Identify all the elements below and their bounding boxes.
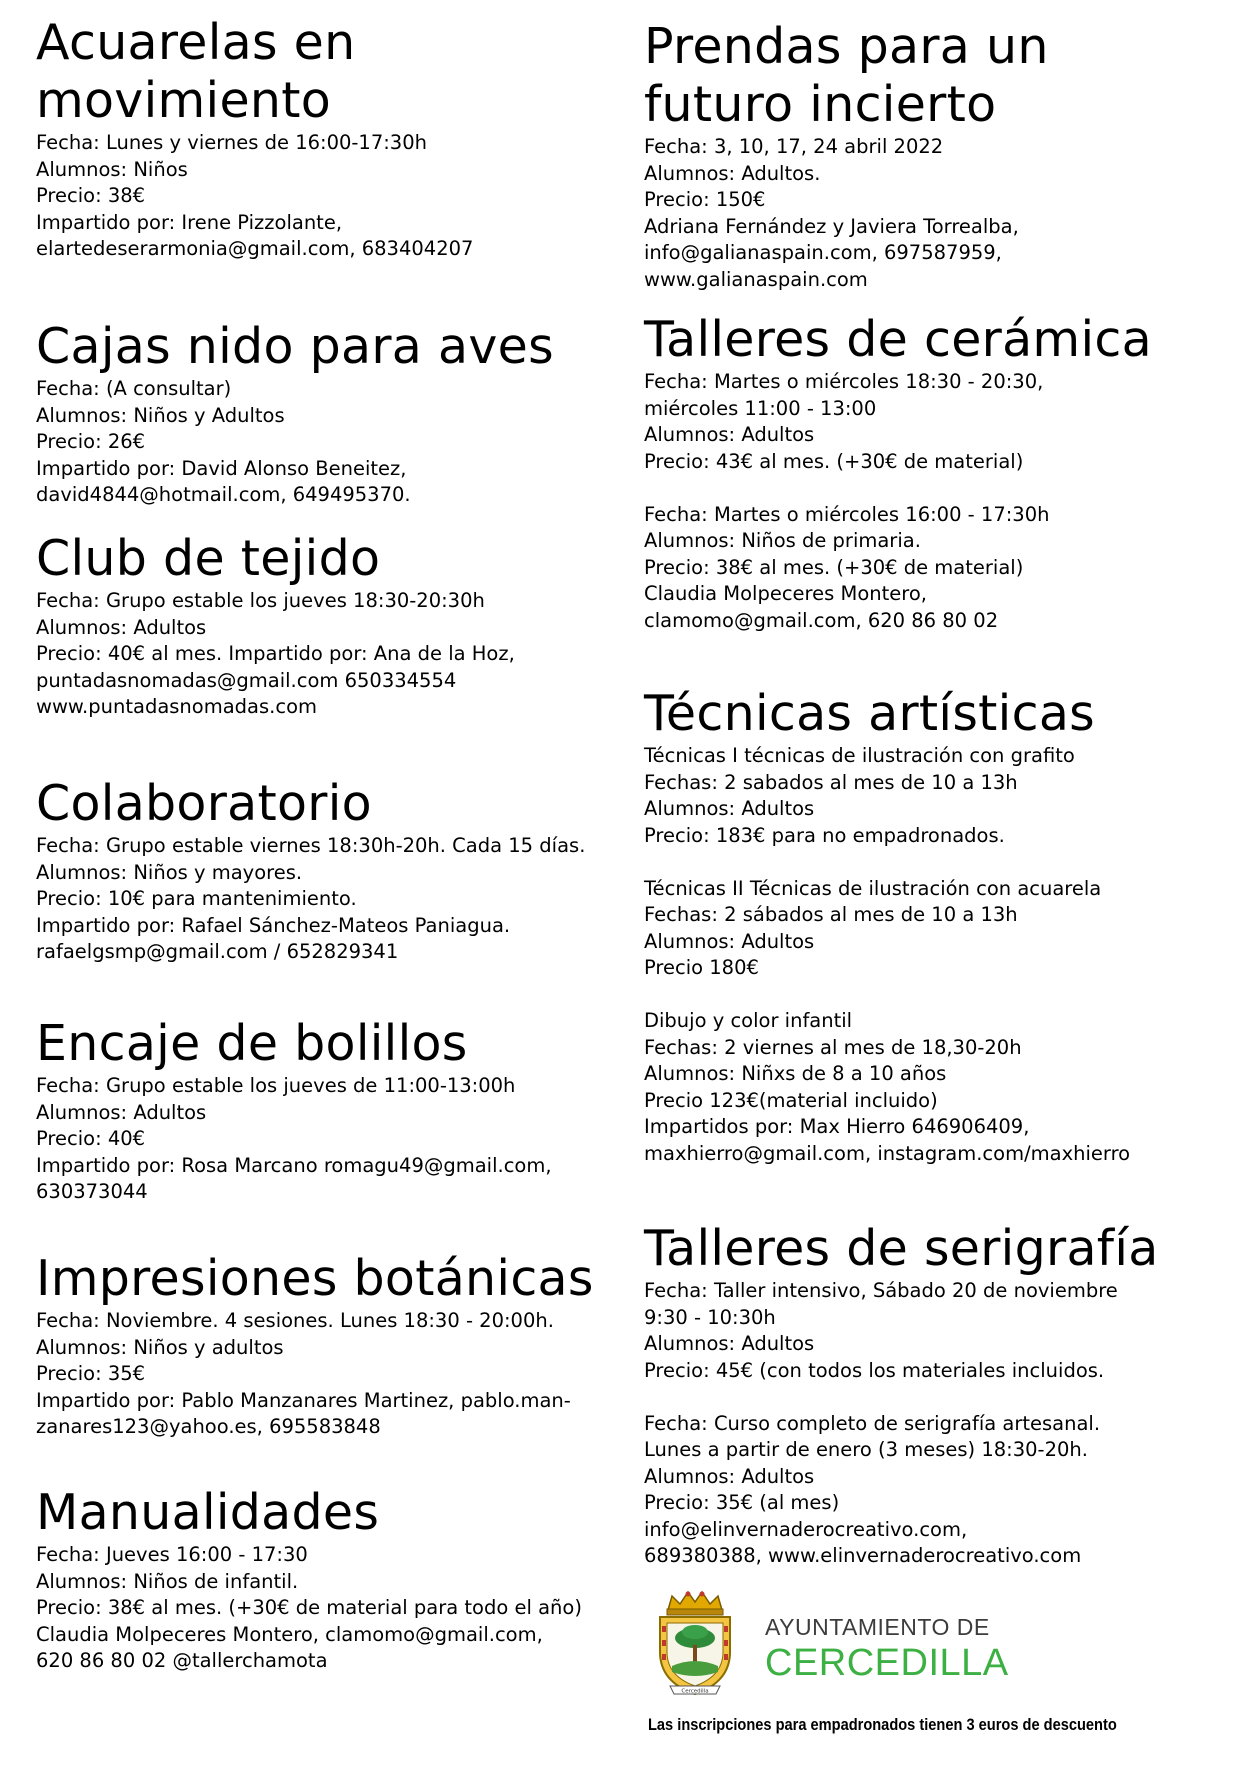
section-serigrafia xyxy=(644,1220,1204,1570)
section-details xyxy=(36,130,636,263)
detail-line: Fecha: (A consultar) xyxy=(36,377,232,400)
detail-line: 9:30 - 10:30h xyxy=(644,1305,776,1329)
detail-line: Fecha: 3, 10, 17, 24 abril 2022 xyxy=(644,135,944,158)
detail-line: zanares123@yahoo.es, 695583848 xyxy=(36,1415,381,1438)
detail-line: Alumnos: Adultos xyxy=(36,1100,207,1124)
detail-line: Alumnos: Niñxs de 8 a 10 años xyxy=(644,1062,947,1085)
detail-line: rafaelgsmp@gmail.com / 652829341 xyxy=(36,940,399,963)
detail-line: Fechas: 2 sabados al mes de 10 a 13h xyxy=(644,770,1018,794)
detail-line: 630373044 xyxy=(36,1180,148,1203)
detail-line: Alumnos: Adultos xyxy=(644,1464,815,1488)
detail-line: Claudia Molpeceres Montero, xyxy=(644,582,927,605)
detail-line: maxhierro@gmail.com, instagram.com/maxhierro xyxy=(644,1141,1131,1165)
section-title: Impresiones botánicas xyxy=(36,1250,594,1307)
detail-line: Impartido por: Pablo Manzanares Martinez, pablo.man- xyxy=(36,1388,571,1412)
section-details xyxy=(644,743,1204,1167)
spacer xyxy=(644,475,1204,502)
section-cajas-nido xyxy=(36,318,636,509)
detail-line: Impartidos por: Max Hierro 646906409, xyxy=(644,1115,1030,1138)
footer-note: Las inscripciones para empadronados tienen 3 euros de descuento xyxy=(648,1715,1117,1734)
detail-line: Fecha: Noviembre. 4 sesiones. Lunes 18:30 - 20:00h. xyxy=(36,1309,554,1332)
detail-line: Alumnos: Adultos xyxy=(644,423,815,446)
shield-banner-text: Cercedilla xyxy=(681,1688,709,1695)
section-encaje xyxy=(36,1015,636,1206)
detail-line: Fecha: Martes o miércoles 18:30 - 20:30, xyxy=(644,370,1044,393)
detail-line: Precio: 40€ xyxy=(36,1127,146,1150)
detail-line: Precio: 35€ xyxy=(36,1362,146,1385)
detail-line: Precio: 43€ al mes. (+30€ de material) xyxy=(644,449,1024,473)
detail-line: Impartido por: Rosa Marcano romagu49@gmail.com, xyxy=(36,1153,552,1177)
detail-line: Fechas: 2 viernes al mes de 18,30-20h xyxy=(644,1035,1022,1059)
spacer xyxy=(644,982,1204,1009)
detail-line: Técnicas I técnicas de ilustración con grafito xyxy=(644,744,1075,767)
detail-line: Alumnos: Adultos xyxy=(644,797,815,820)
title-line: Acuarelas en xyxy=(36,14,356,71)
detail-line: Alumnos: Niños de primaria. xyxy=(644,529,921,552)
detail-line: Precio: 26€ xyxy=(36,430,146,453)
detail-line: Fecha: Martes o miércoles 16:00 - 17:30h xyxy=(644,502,1050,526)
detail-line: Fecha: Taller intensivo, Sábado 20 de noviembre xyxy=(644,1279,1118,1302)
detail-line: elartedeserarmonia@gmail.com, 683404207 xyxy=(36,237,474,260)
detail-line: 689380388, www.elinvernaderocreativo.com xyxy=(644,1544,1082,1567)
section-details xyxy=(644,369,1204,634)
detail-line: Adriana Fernández y Javiera Torrealba, xyxy=(644,214,1019,238)
title-line: movimiento xyxy=(36,72,332,129)
detail-line: Dibujo y color infantil xyxy=(644,1009,853,1032)
detail-line: Precio: 35€ (al mes) xyxy=(644,1491,840,1514)
section-colaboratorio xyxy=(36,775,636,966)
detail-line: Precio: 183€ para no empadronados. xyxy=(644,823,1005,847)
section-title: Club de tejido xyxy=(36,530,381,587)
section-title xyxy=(644,18,1204,134)
section-prendas xyxy=(644,18,1204,293)
section-title: Talleres de serigrafía xyxy=(644,1220,1159,1277)
detail-line: Alumnos: Adultos xyxy=(644,1332,815,1355)
section-title: Encaje de bolillos xyxy=(36,1015,468,1072)
detail-line: Precio 123€(material incluido) xyxy=(644,1088,938,1112)
detail-line: Fecha: Grupo estable los jueves de 11:00-13:00h xyxy=(36,1074,516,1097)
section-title: Talleres de cerámica xyxy=(644,311,1152,368)
section-title: Colaboratorio xyxy=(36,775,372,832)
section-details xyxy=(36,1073,636,1206)
detail-line: miércoles 11:00 - 13:00 xyxy=(644,396,877,420)
detail-line: Claudia Molpeceres Montero, clamomo@gmail.com, xyxy=(36,1622,543,1646)
section-details xyxy=(36,376,636,509)
section-details xyxy=(644,134,1204,293)
detail-line: Precio: 38€ xyxy=(36,184,146,207)
coat-of-arms-icon xyxy=(650,1590,740,1700)
detail-line: Alumnos: Adultos. xyxy=(644,161,821,185)
section-club-tejido xyxy=(36,530,636,721)
spacer xyxy=(644,849,1204,876)
logo-line-1: AYUNTAMIENTO DE xyxy=(765,1614,990,1640)
section-tecnicas xyxy=(644,685,1204,1167)
detail-line: Alumnos: Adultos xyxy=(644,929,815,953)
detail-line: info@elinvernaderocreativo.com, xyxy=(644,1517,968,1541)
logo-line-2: CERCEDILLA xyxy=(765,1642,1009,1684)
detail-line: Fecha: Jueves 16:00 - 17:30 xyxy=(36,1543,308,1566)
section-impresiones xyxy=(36,1250,636,1441)
detail-line: 620 86 80 02 @tallerchamota xyxy=(36,1649,328,1672)
detail-line: Técnicas II Técnicas de ilustración con acuarela xyxy=(644,876,1102,900)
detail-line: Impartido por: David Alonso Beneitez, xyxy=(36,456,407,480)
section-details xyxy=(36,833,636,966)
detail-line: www.galianaspain.com xyxy=(644,267,868,291)
detail-line: Impartido por: Irene Pizzolante, xyxy=(36,210,343,234)
detail-line: Lunes a partir de enero (3 meses) 18:30-20h. xyxy=(644,1438,1088,1461)
detail-line: Precio: 45€ (con todos los materiales incluidos. xyxy=(644,1358,1105,1382)
section-manualidades xyxy=(36,1484,636,1675)
detail-line: info@galianaspain.com, 697587959, xyxy=(644,241,1002,264)
detail-line: Precio: 38€ al mes. (+30€ de material) xyxy=(644,555,1024,579)
detail-line: david4844@hotmail.com, 649495370. xyxy=(36,483,411,506)
detail-line: Alumnos: Niños de infantil. xyxy=(36,1569,299,1593)
detail-line: Fecha: Lunes y viernes de 16:00-17:30h xyxy=(36,131,427,154)
detail-line: Precio 180€ xyxy=(644,956,759,979)
detail-line: Alumnos: Niños y Adultos xyxy=(36,403,285,427)
detail-line: Alumnos: Niños y mayores. xyxy=(36,860,303,884)
section-details xyxy=(36,1308,636,1441)
section-title: Técnicas artísticas xyxy=(644,685,1095,742)
title-line: futuro incierto xyxy=(644,76,997,133)
detail-line: Precio: 150€ xyxy=(644,188,766,211)
detail-line: puntadasnomadas@gmail.com 650334554 xyxy=(36,668,457,692)
ayuntamiento-logo xyxy=(650,1590,1070,1700)
detail-line: Precio: 10€ para mantenimiento. xyxy=(36,887,357,910)
section-ceramica xyxy=(644,311,1204,634)
detail-line: Fechas: 2 sábados al mes de 10 a 13h xyxy=(644,903,1018,926)
detail-line: Impartido por: Rafael Sánchez-Mateos Paniagua. xyxy=(36,913,511,937)
detail-line: Precio: 38€ al mes. (+30€ de material para todo el año) xyxy=(36,1596,582,1619)
section-title xyxy=(36,14,636,130)
spacer xyxy=(644,1384,1204,1411)
detail-line: www.puntadasnomadas.com xyxy=(36,695,317,718)
detail-line: Precio: 40€ al mes. Impartido por: Ana de la Hoz, xyxy=(36,642,515,665)
detail-line: Alumnos: Niños y adultos xyxy=(36,1335,284,1359)
detail-line: Alumnos: Adultos xyxy=(36,615,207,639)
detail-line: Fecha: Curso completo de serigrafía artesanal. xyxy=(644,1411,1101,1435)
section-details xyxy=(644,1278,1204,1570)
section-details xyxy=(36,588,636,721)
section-details xyxy=(36,1542,636,1675)
title-line: Prendas para un xyxy=(644,18,1049,75)
detail-line: clamomo@gmail.com, 620 86 80 02 xyxy=(644,608,999,632)
section-acuarelas xyxy=(36,14,636,263)
section-title: Manualidades xyxy=(36,1484,380,1541)
detail-line: Fecha: Grupo estable los jueves 18:30-20:30h xyxy=(36,589,485,612)
detail-line: Fecha: Grupo estable viernes 18:30h-20h. Cada 15 días. xyxy=(36,834,586,857)
detail-line: Alumnos: Niños xyxy=(36,157,188,181)
section-title: Cajas nido para aves xyxy=(36,318,554,375)
